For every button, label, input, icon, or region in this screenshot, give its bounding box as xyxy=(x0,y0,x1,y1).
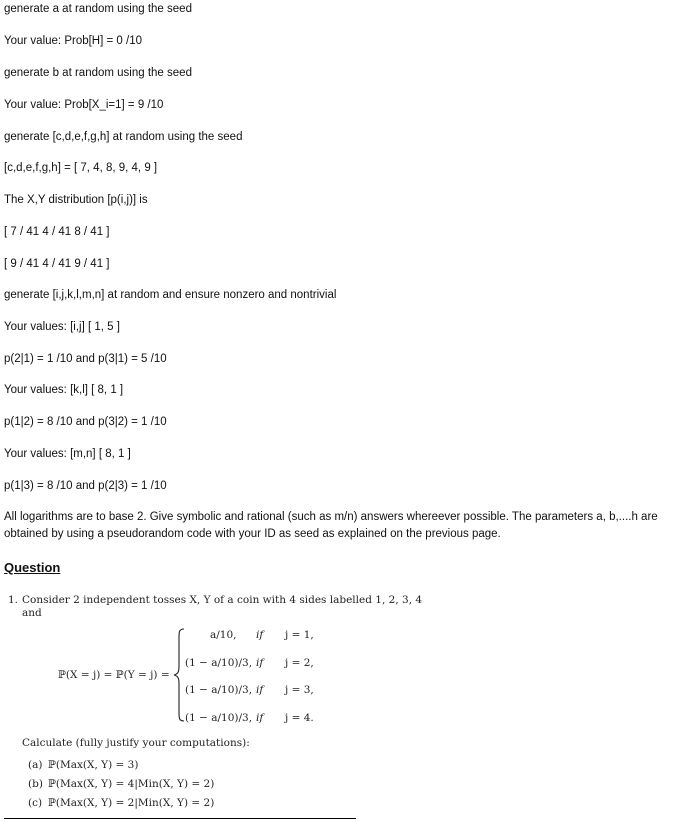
conditional-given-3: p(1|3) = 8 /10 and p(2|3) = 1 /10 xyxy=(4,480,167,492)
case-3-if: if xyxy=(256,684,264,696)
part-c-label: (c) xyxy=(28,797,43,809)
case-1-when: j = 1, xyxy=(285,629,314,641)
generate-ijklmn-line: generate [i,j,k,l,m,n] at random and ensure nonzero and nontrivial xyxy=(4,289,337,301)
conditional-given-1: p(2|1) = 1 /10 and p(3|1) = 5 /10 xyxy=(4,353,167,365)
case-4-when: j = 4. xyxy=(285,712,314,724)
part-a-expr: ℙ(Max(X, Y) = 3) xyxy=(48,759,139,771)
part-b-expr: ℙ(Max(X, Y) = 4|Min(X, Y) = 2) xyxy=(48,778,215,790)
problem-text-line-2: and xyxy=(22,607,42,619)
bottom-divider xyxy=(4,818,356,819)
case-2-if: if xyxy=(256,657,264,669)
problem-text-line-1: Consider 2 independent tosses X, Y of a coin with 4 sides labelled 1, 2, 3, 4 xyxy=(22,594,423,606)
instructions-paragraph: All logarithms are to base 2. Give symbolic and rational (such as m/n) answers whereever possible. The parameters a, b,....h are obtained by using a pseudorandom code with your ID as seed as explained on the previous page. xyxy=(4,511,658,540)
value-mn: Your values: [m,n] [ 8, 1 ] xyxy=(4,448,131,460)
generate-a-line: generate a at random using the seed xyxy=(4,3,192,15)
value-cdefgh: [c,d,e,f,g,h] = [ 7, 4, 8, 9, 4, 9 ] xyxy=(4,162,158,174)
case-3-when: j = 3, xyxy=(285,684,314,696)
part-c-expr: ℙ(Max(X, Y) = 2|Min(X, Y) = 2) xyxy=(48,797,215,809)
distribution-row-2: [ 9 / 41 4 / 41 9 / 41 ] xyxy=(4,258,110,270)
case-1-value: a/10, xyxy=(210,629,237,641)
value-prob-xi: Your value: Prob[X_i=1] = 9 /10 xyxy=(4,99,164,111)
case-3-value: (1 − a/10)/3, xyxy=(185,684,253,696)
left-brace-icon xyxy=(172,628,186,722)
value-prob-h: Your value: Prob[H] = 0 /10 xyxy=(4,35,142,47)
value-kl: Your values: [k,l] [ 8, 1 ] xyxy=(4,384,124,396)
case-4-value: (1 − a/10)/3, xyxy=(185,712,253,724)
value-ij: Your values: [i,j] [ 1, 5 ] xyxy=(4,321,120,333)
distribution-lhs: ℙ(X = j) = ℙ(Y = j) = xyxy=(58,669,170,681)
generate-cdefgh-line: generate [c,d,e,f,g,h] at random using the seed xyxy=(4,131,243,143)
distribution-caption: The X,Y distribution [p(i,j)] is xyxy=(4,194,148,206)
case-2-value: (1 − a/10)/3, xyxy=(185,657,253,669)
case-1-if: if xyxy=(256,629,264,641)
question-heading: Question xyxy=(4,560,61,575)
case-4-if: if xyxy=(256,712,264,724)
part-a-label: (a) xyxy=(28,759,43,771)
case-2-when: j = 2, xyxy=(285,657,314,669)
problem-number: 1. xyxy=(8,594,19,606)
generate-b-line: generate b at random using the seed xyxy=(4,67,192,79)
calculate-instruction: Calculate (fully justify your computations): xyxy=(22,737,250,749)
conditional-given-2: p(1|2) = 8 /10 and p(3|2) = 1 /10 xyxy=(4,416,167,428)
distribution-row-1: [ 7 / 41 4 / 41 8 / 41 ] xyxy=(4,226,110,238)
part-b-label: (b) xyxy=(28,778,43,790)
